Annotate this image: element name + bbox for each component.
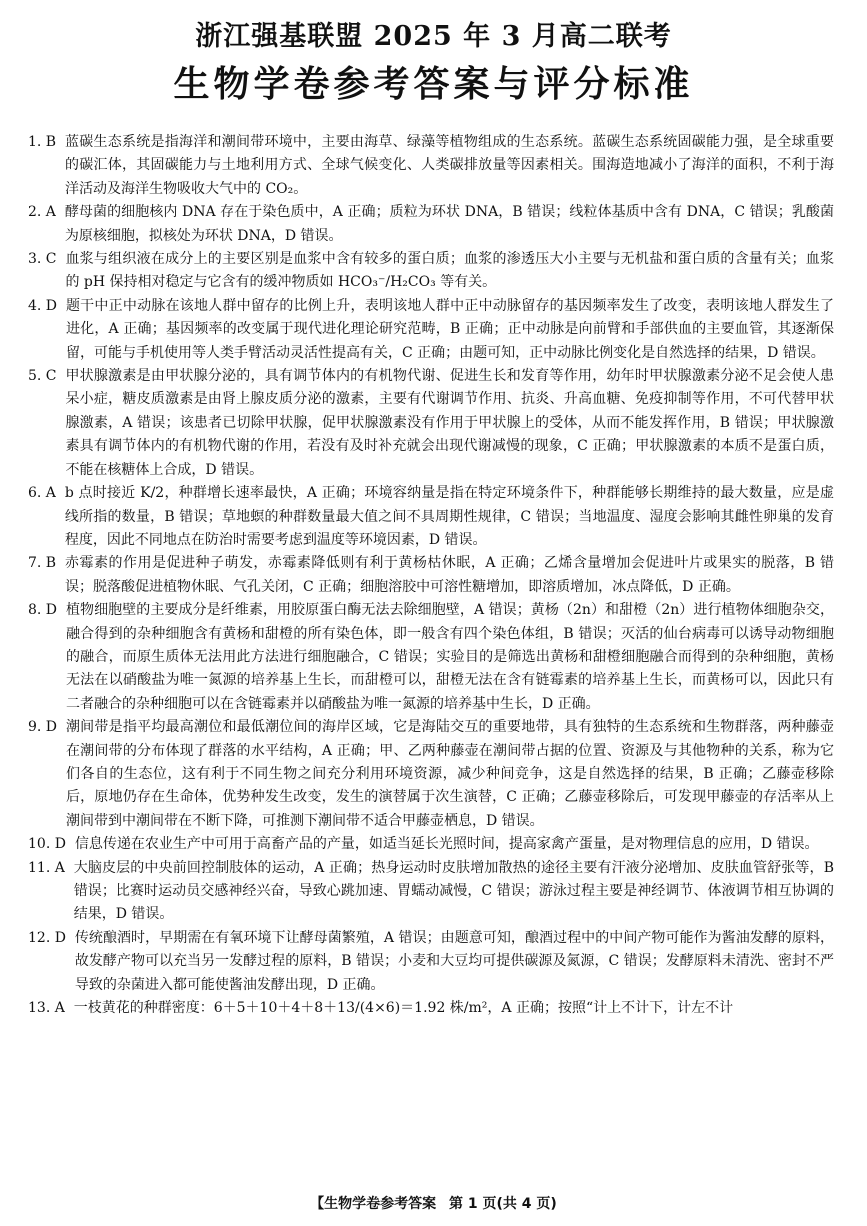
answer-list — [28, 131, 834, 1020]
answer-text: 潮间带是指平均最高潮位和最低潮位间的海岸区域，它是海陆交互的重要地带，具有独特的生态系统和生物群落，两种藤壶在潮间带的分布体现了群落的水平结构，A 正确；甲、乙两种藤壶在潮间带占据的位置、资源及与其他物种的关系，称为它们各自的生态位，这有利于不同生物之间充分利用环境资源，减少种间竞争，这是自然选择的结果，B 正确；乙藤壶移除后，原地仍存在生命体，优势种发生改变，发生的演替属于次生演替，C 正确；乙藤壶移除后，可发现甲藤壶的存活率从上潮间带到中潮间带在不断下降，可推测下潮间带不适合甲藤壶栖息，D 错误。 — [65, 719, 834, 829]
answer-item — [28, 552, 834, 599]
answer-number: 7. B — [28, 555, 57, 572]
answer-number: 12. D — [28, 929, 66, 946]
answer-number: 2. A — [28, 204, 56, 221]
answer-text: 题干中正中动脉在该地人群中留存的比例上升，表明该地人群中正中动脉留存的基因频率发生了改变，表明该地人群发生了进化，A 正确；基因频率的改变属于现代进化理论研究范畴，B 正确；正中动脉是向前臂和手部供血的主要血管，其逐渐保留，可能与手机使用等人类手臂活动灵活性提高有关，C 正确；由题可知，正中动脉比例变化是自然选择的结果，D 错误。 — [65, 297, 834, 361]
answer-number: 1. B — [28, 134, 57, 150]
answer-number: 10. D — [28, 836, 66, 853]
answer-item — [28, 927, 834, 997]
answer-number: 5. C — [28, 368, 57, 385]
answer-text: 酵母菌的细胞核内 DNA 存在于染色质中，A 正确；质粒为环状 DNA，B 错误；线粒体基质中含有 DNA，C 错误；乳酸菌为原核细胞，拟核处为环状 DNA，D 错误。 — [64, 204, 834, 244]
answer-text: 大脑皮层的中央前回控制肢体的运动，A 正确；热身运动时皮肤增加散热的途径主要有汗液分泌增加、皮肤血管舒张等，B 错误；比赛时运动员交感神经兴奋，导致心跳加速、胃蠕动减慢，C 错误；游泳过程主要是神经调节、体液调节相互协调的结果，D 错误。 — [73, 859, 834, 923]
answer-item — [28, 131, 834, 201]
answer-text: 信息传递在农业生产中可用于高畜产品的产量，如适当延长光照时间，提高家禽产蛋量，是对物理信息的应用，D 错误。 — [74, 836, 819, 853]
answer-text: 赤霉素的作用是促进种子萌发，赤霉素降低则有利于黄杨枯休眠，A 正确；乙烯含量增加会促进叶片或果实的脱落，B 错误；脱落酸促进植物休眠、气孔关闭，C 正确；细胞溶胶中可溶性糖增加，即溶质增加，冰点降低，D 正确。 — [65, 555, 834, 595]
answer-text: 传统酿酒时，早期需在有氧环境下让酵母菌繁殖，A 错误；由题意可知，酿酒过程中的中间产物可能作为酱油发酵的原料，故发酵产物可以充当另一发酵过程的原料，B 错误；小麦和大豆均可提供碳源及氮源，C 错误；发酵原料未清洗、密封不严导致的杂菌进入都可能使酱油发酵出现，D 正确。 — [74, 929, 834, 993]
answer-item — [28, 295, 834, 365]
page-footer — [0, 1193, 867, 1213]
page-number: 第 1 页(共 4 页) — [449, 1196, 557, 1212]
answer-text: 甲状腺激素是由甲状腺分泌的，具有调节体内的有机物代谢、促进生长和发育等作用，幼年时甲状腺激素分泌不足会使人患呆小症，糖皮质激素是由肾上腺皮质分泌的激素，主要有代谢调节作用、抗炎、升高血糖、免疫抑制等作用，不可代替甲状腺激素，A 错误；该患者已切除甲状腺，促甲状腺激素没有作用于甲状腺上的受体，从而不能发挥作用，B 错误；甲状腺激素具有调节体内的有机物代谢的作用，若没有及时补充就会出现代谢减慢的现象，C 正确；甲状腺激素的本质不是蛋白质，不能在核糖体上合成，D 错误。 — [65, 368, 834, 478]
answer-text: b 点时接近 K/2，种群增长速率最快，A 正确；环境容纳量是指在特定环境条件下，种群能够长期维持的最大数量，应是虚线所指的数量，B 错误；草地螟的种群数量最大值之间不具周期性规律，C 错误；当地温度、湿度会影响其雌性卵巢的发育程度，因此不同地点在防治时需要考虑到温度等环境因素，D 错误。 — [64, 485, 834, 548]
answer-text: 蓝碳生态系统是指海洋和潮间带环境中，主要由海草、绿藻等植物组成的生态系统。蓝碳生态系统固碳能力强，是全球重要的碳汇体，其固碳能力与土地利用方式、全球气候变化、人类碳排放量等因素相关。围海造地减小了海洋的面积，不利于海洋活动及海洋生物吸收大气中的 CO₂。 — [65, 134, 834, 197]
answer-text: 植物细胞壁的主要成分是纤维素，用胶原蛋白酶无法去除细胞壁，A 错误；黄杨（2n）和甜橙（2n）进行植物体细胞杂交，融合得到的杂种细胞含有黄杨和甜橙的所有染色体，即一般含有四个染色体组，B 错误；灭活的仙台病毒可以诱导动物细胞的融合，而原生质体无法用此方法进行细胞融合，C 错误；实验目的是筛选出黄杨和甜橙细胞融合而得到的杂种细胞，黄杨无法在以硝酸盐为唯一氮源的培养基上生长，而甜橙可以，甜橙无法在含有链霉素的培养基上生长，而黄杨可以，因此只有二者融合的杂种细胞可以在含链霉素并以硝酸盐为唯一氮源的培养基中生长，D 正确。 — [65, 602, 834, 712]
answer-item — [28, 857, 834, 927]
exam-title: 浙江强基联盟 2025 年 3 月高二联考 — [195, 21, 672, 52]
answer-item — [28, 482, 834, 552]
footer-doc-name: 【生物学卷参考答案 — [310, 1196, 437, 1212]
answer-number: 4. D — [28, 297, 58, 314]
answer-number: 11. A — [28, 859, 65, 876]
answer-item — [28, 833, 834, 856]
answer-text: 一枝黄花的种群密度：6＋5＋10＋4＋8＋13/(4×6)＝1.92 株/m²，A 正确；按照“计上不计下，计左不计 — [73, 1000, 734, 1017]
answer-number: 6. A — [28, 485, 56, 502]
answer-item — [28, 716, 834, 833]
answer-number: 9. D — [28, 719, 58, 736]
answer-item — [28, 248, 834, 295]
answer-item — [28, 599, 834, 716]
document-title: 生物学卷参考答案与评分标准 — [173, 64, 694, 105]
answer-number: 3. C — [28, 251, 57, 268]
answer-number: 8. D — [28, 602, 58, 619]
answer-number: 13. A — [28, 1000, 65, 1017]
answer-text: 血浆与组织液在成分上的主要区别是血浆中含有较多的蛋白质；血浆的渗透压大小主要与无机盐和蛋白质的含量有关；血浆的 pH 保持相对稳定与它含有的缓冲物质如 HCO₃⁻/H₂CO₃ 等有关。 — [65, 251, 834, 291]
answer-item — [28, 201, 834, 248]
answer-item — [28, 997, 834, 1020]
answer-item — [28, 365, 834, 482]
